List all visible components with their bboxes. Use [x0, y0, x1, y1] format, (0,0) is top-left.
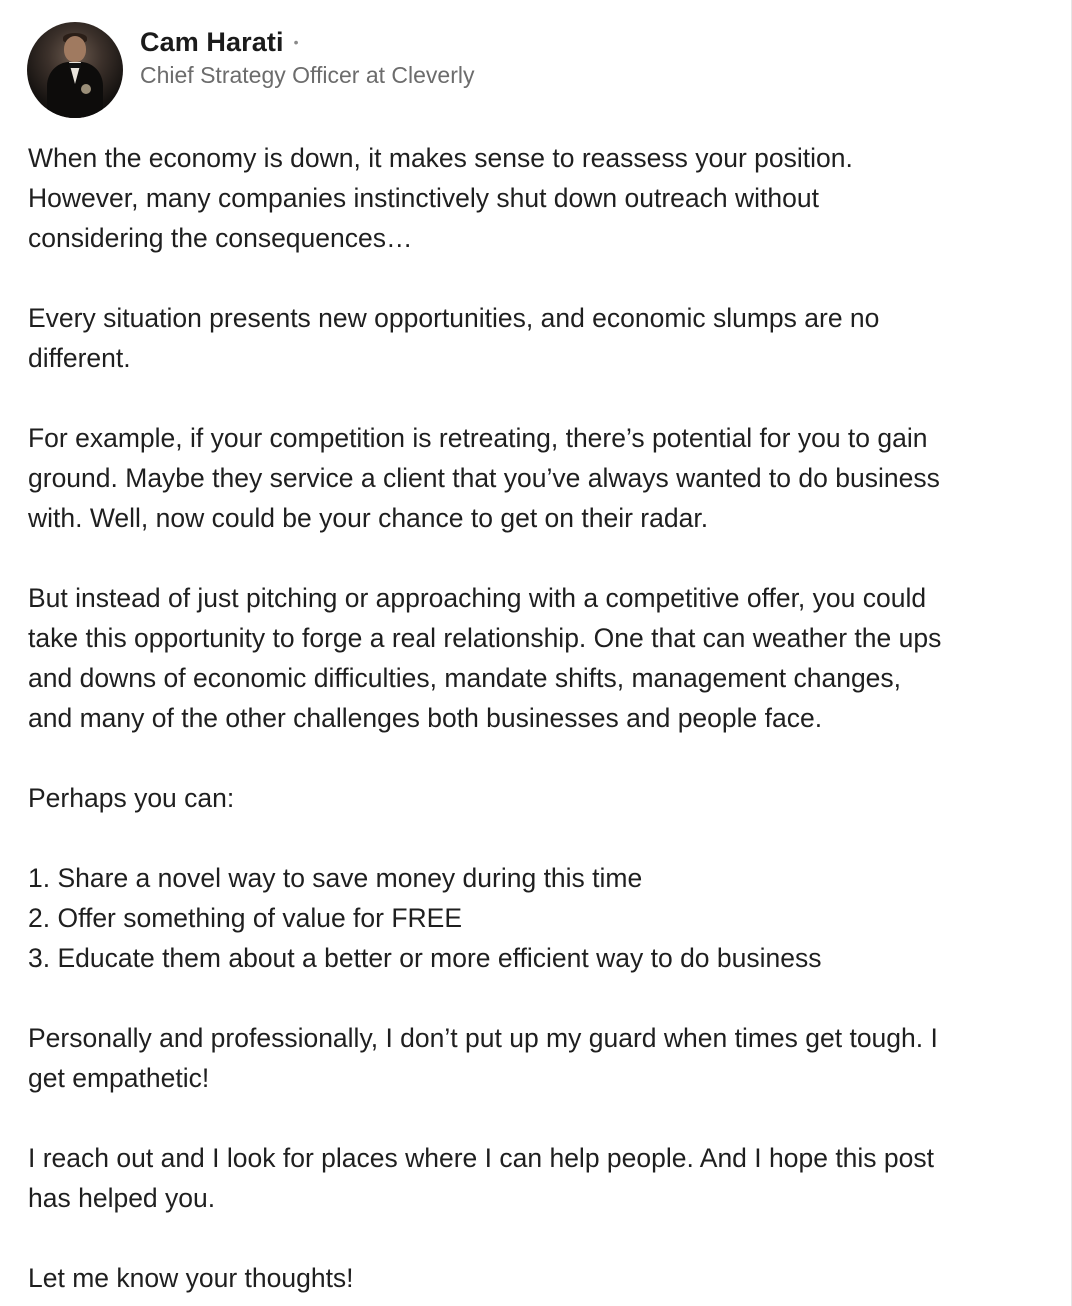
- post-line: Perhaps you can:: [28, 783, 235, 813]
- post-line: When the economy is down, it makes sense to reassess your position.: [28, 143, 853, 173]
- post-line: 1. Share a novel way to save money during this time: [28, 863, 643, 893]
- post-paragraph: [28, 1258, 1048, 1298]
- author-meta: [140, 24, 474, 89]
- post-line: But instead of just pitching or approaching with a competitive offer, you could: [28, 583, 927, 613]
- paragraph-gap: [28, 1218, 1048, 1258]
- separator-dot-icon: •: [293, 34, 299, 50]
- post-line: 2. Offer something of value for FREE: [28, 903, 463, 933]
- post-body: [28, 138, 1048, 1298]
- post-line: I reach out and I look for places where I can help people. And I hope this post: [28, 1143, 935, 1173]
- post-line: considering the consequences…: [28, 223, 413, 253]
- post-paragraph: [28, 858, 1048, 978]
- avatar-bowtie: [69, 63, 81, 68]
- post-line: with. Well, now could be your chance to get on their radar.: [28, 503, 709, 533]
- post-line: For example, if your competition is retreating, there’s potential for you to gain: [28, 423, 928, 453]
- post-line: ground. Maybe they service a client that you’ve always wanted to do business: [28, 463, 940, 493]
- paragraph-gap: [28, 378, 1048, 418]
- post-paragraph: [28, 1018, 1048, 1098]
- post-line: Let me know your thoughts!: [28, 1263, 354, 1293]
- paragraph-gap: [28, 538, 1048, 578]
- post-line: get empathetic!: [28, 1063, 210, 1093]
- post-paragraph: [28, 138, 1048, 258]
- post-line: take this opportunity to forge a real relationship. One that can weather the ups: [28, 623, 942, 653]
- avatar-head: [64, 36, 86, 62]
- post-line: 3. Educate them about a better or more efficient way to do business: [28, 943, 822, 973]
- paragraph-gap: [28, 738, 1048, 778]
- paragraph-gap: [28, 258, 1048, 298]
- post-paragraph: [28, 778, 1048, 818]
- author-headline: Chief Strategy Officer at Cleverly: [140, 62, 475, 88]
- author-name-row: [140, 24, 474, 60]
- post-paragraph: [28, 298, 1048, 378]
- post-line: and many of the other challenges both businesses and people face.: [28, 703, 823, 733]
- post-header: [27, 22, 474, 118]
- author-avatar[interactable]: [27, 22, 123, 118]
- paragraph-gap: [28, 978, 1048, 1018]
- paragraph-gap: [28, 818, 1048, 858]
- post-line: has helped you.: [28, 1183, 216, 1213]
- post-line: However, many companies instinctively shut down outreach without: [28, 183, 819, 213]
- post-line: different.: [28, 343, 131, 373]
- post-paragraph: [28, 1138, 1048, 1218]
- post-line: Personally and professionally, I don’t put up my guard when times get tough. I: [28, 1023, 938, 1053]
- post-paragraph: [28, 578, 1048, 738]
- post-line: Every situation presents new opportunities, and economic slumps are no: [28, 303, 880, 333]
- paragraph-gap: [28, 1098, 1048, 1138]
- post-paragraph: [28, 418, 1048, 538]
- avatar-highlight: [81, 84, 91, 94]
- author-name[interactable]: Cam Harati: [140, 26, 284, 57]
- post-line: and downs of economic difficulties, mandate shifts, management changes,: [28, 663, 902, 693]
